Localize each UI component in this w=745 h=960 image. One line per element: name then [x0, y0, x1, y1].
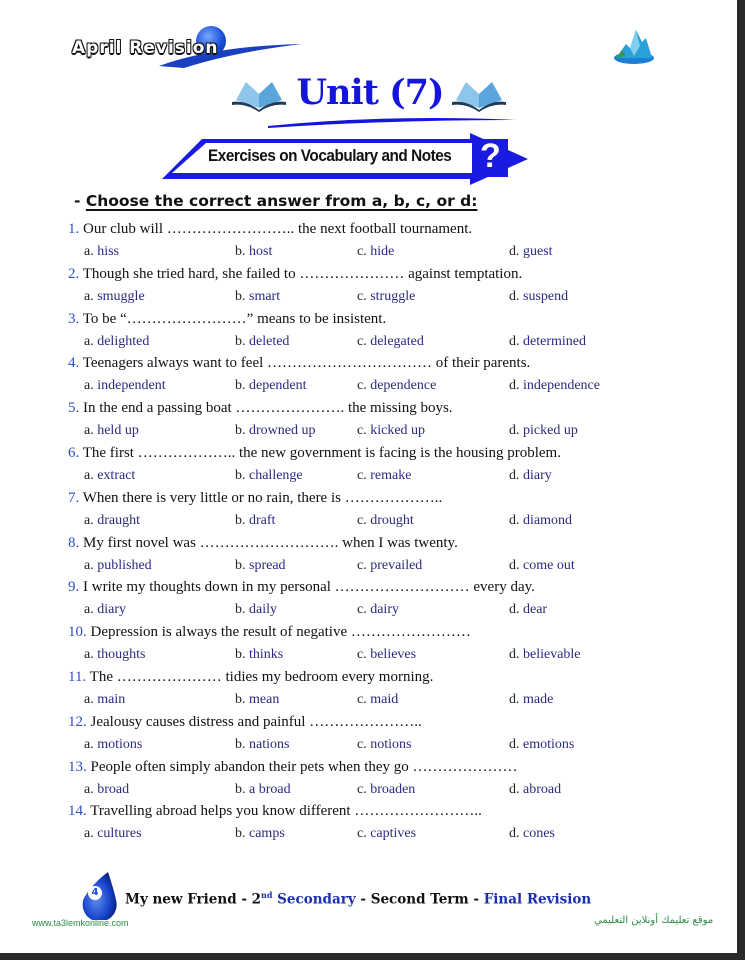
option-d[interactable] — [509, 289, 568, 305]
question-item — [68, 400, 688, 445]
question-stem — [68, 400, 453, 417]
footer-grade: Secondary — [272, 891, 356, 908]
option-letter: b. — [235, 467, 249, 483]
option-letter: d. — [509, 288, 523, 304]
option-d[interactable] — [509, 826, 555, 842]
question-stem — [68, 266, 522, 283]
option-letter: b. — [235, 647, 249, 663]
answer-options — [84, 737, 684, 757]
option-d[interactable] — [509, 692, 553, 708]
option-text: cultures — [97, 826, 142, 842]
option-letter: d. — [509, 378, 523, 394]
option-letter: c. — [357, 691, 371, 707]
option-b[interactable] — [235, 737, 289, 753]
option-letter: b. — [235, 244, 249, 259]
footer-title — [125, 890, 591, 908]
question-text: Depression is always the result of negative …………………… — [86, 624, 471, 641]
option-letter: a. — [84, 691, 98, 707]
option-b[interactable] — [235, 782, 291, 798]
question-text: To be “……………………” means to be insistent. — [79, 310, 387, 327]
option-a[interactable] — [84, 513, 140, 529]
question-number: 14. — [68, 803, 87, 820]
option-a[interactable] — [84, 692, 125, 708]
option-text: challenge — [249, 467, 303, 483]
option-text: broaden — [370, 781, 416, 797]
option-c[interactable] — [357, 423, 425, 439]
option-letter: b. — [235, 736, 249, 752]
option-text: spread — [249, 557, 286, 573]
option-text: deleted — [249, 333, 290, 349]
answer-options — [84, 782, 684, 802]
option-text: prevailed — [370, 557, 423, 573]
option-text: nations — [249, 736, 290, 752]
option-c[interactable] — [357, 244, 394, 260]
option-text: motions — [97, 736, 143, 752]
option-text: made — [523, 691, 554, 707]
question-item — [68, 714, 688, 759]
option-a[interactable] — [84, 244, 119, 260]
option-text: cones — [523, 826, 555, 842]
question-mark-icon: ? — [480, 137, 501, 175]
option-text: kicked up — [370, 423, 426, 439]
option-b[interactable] — [235, 692, 279, 708]
question-number: 3. — [68, 310, 80, 327]
option-text: believable — [523, 647, 581, 663]
option-text: hiss — [97, 244, 120, 259]
option-a[interactable] — [84, 826, 142, 842]
option-b[interactable] — [235, 558, 286, 574]
question-item — [68, 624, 688, 669]
option-letter: c. — [357, 378, 371, 394]
option-letter: c. — [357, 557, 371, 573]
option-text: abroad — [523, 781, 562, 797]
answer-options — [84, 334, 684, 354]
option-letter: a. — [84, 244, 98, 259]
option-letter: d. — [509, 781, 523, 797]
question-item — [68, 445, 688, 490]
option-c[interactable] — [357, 602, 399, 618]
option-letter: b. — [235, 691, 249, 707]
mountain-logo-icon — [612, 26, 656, 66]
option-text: believes — [370, 647, 417, 663]
question-number: 6. — [68, 444, 80, 461]
option-letter: a. — [84, 602, 98, 618]
option-d[interactable] — [509, 513, 572, 529]
option-text: daily — [249, 602, 277, 618]
option-letter: a. — [84, 781, 98, 797]
option-letter: c. — [357, 826, 371, 842]
question-stem — [68, 355, 530, 372]
option-c[interactable] — [357, 737, 411, 753]
option-letter: c. — [357, 512, 371, 528]
question-number: 4. — [68, 355, 80, 372]
option-text: extract — [97, 467, 136, 483]
footer-revision: Final Revision — [483, 891, 592, 908]
question-text: The first ……………….. the new government is facing is the housing problem. — [79, 444, 561, 461]
question-text: In the end a passing boat …………………. the missing boys. — [79, 400, 453, 417]
option-letter: c. — [357, 423, 371, 439]
option-letter: b. — [235, 781, 249, 797]
option-d[interactable] — [509, 737, 574, 753]
option-letter: b. — [235, 423, 249, 439]
option-letter: c. — [357, 736, 371, 752]
option-letter: d. — [509, 423, 523, 439]
footer-ordinal: nd — [261, 890, 273, 900]
option-text: emotions — [523, 736, 575, 752]
answer-options — [84, 289, 684, 309]
option-letter: c. — [357, 288, 371, 304]
question-item — [68, 355, 688, 400]
option-c[interactable] — [357, 378, 436, 394]
option-text: held up — [97, 423, 139, 439]
option-text: smuggle — [97, 288, 145, 304]
option-a[interactable] — [84, 423, 139, 439]
option-text: draft — [249, 512, 276, 528]
option-letter: d. — [509, 602, 523, 618]
option-letter: d. — [509, 512, 523, 528]
option-b[interactable] — [235, 513, 275, 529]
option-d[interactable] — [509, 244, 553, 260]
page-number: 4 — [88, 886, 102, 900]
option-text: captives — [370, 826, 417, 842]
question-text: I write my thoughts down in my personal ……………………… every day. — [79, 579, 535, 596]
option-text: diary — [97, 602, 126, 618]
option-text: host — [249, 244, 273, 259]
option-letter: c. — [357, 244, 371, 259]
option-a[interactable] — [84, 378, 166, 394]
option-text: published — [97, 557, 152, 573]
option-letter: a. — [84, 826, 98, 842]
option-letter: d. — [509, 244, 523, 259]
option-letter: d. — [509, 691, 523, 707]
option-text: thinks — [249, 647, 284, 663]
option-letter: a. — [84, 557, 98, 573]
option-d[interactable] — [509, 378, 600, 394]
option-c[interactable] — [357, 692, 398, 708]
option-text: determined — [523, 333, 586, 349]
option-c[interactable] — [357, 468, 411, 484]
option-letter: b. — [235, 557, 249, 573]
question-text: Our club will …………………….. the next football tournament. — [79, 221, 473, 237]
answer-options — [84, 647, 684, 667]
question-number: 9. — [68, 579, 80, 596]
option-b[interactable] — [235, 423, 316, 439]
option-text: guest — [523, 244, 553, 259]
question-text: Though she tried hard, she failed to ………………… against temptation. — [79, 265, 523, 282]
option-c[interactable] — [357, 782, 415, 798]
question-stem — [68, 759, 518, 776]
option-b[interactable] — [235, 378, 307, 394]
answer-options — [84, 513, 684, 533]
option-text: dairy — [370, 602, 399, 618]
option-b[interactable] — [235, 334, 289, 350]
open-book-icon — [230, 78, 288, 112]
option-letter: b. — [235, 333, 249, 349]
question-item — [68, 490, 688, 535]
answer-options — [84, 692, 684, 712]
option-letter: a. — [84, 512, 98, 528]
question-text: Teenagers always want to feel …………………………… of their parents. — [79, 355, 531, 372]
option-d[interactable] — [509, 423, 578, 439]
option-c[interactable] — [357, 513, 414, 529]
option-text: picked up — [523, 423, 578, 439]
option-text: notions — [370, 736, 412, 752]
instruction-bullet: - — [74, 192, 86, 210]
answer-options — [84, 558, 684, 578]
option-letter: b. — [235, 826, 249, 842]
option-text: dependent — [249, 378, 307, 394]
question-item — [68, 221, 688, 266]
answer-options — [84, 468, 684, 488]
option-c[interactable] — [357, 334, 424, 350]
option-letter: b. — [235, 512, 249, 528]
option-letter: a. — [84, 467, 98, 483]
option-a[interactable] — [84, 602, 126, 618]
option-a[interactable] — [84, 558, 152, 574]
question-text: Jealousy causes distress and painful ………………….. — [86, 713, 422, 730]
option-d[interactable] — [509, 558, 575, 574]
question-item — [68, 669, 688, 714]
option-b[interactable] — [235, 244, 272, 260]
answer-options — [84, 826, 684, 846]
footer-term: - Second Term - — [355, 891, 484, 908]
question-item — [68, 803, 688, 848]
option-letter: b. — [235, 602, 249, 618]
answer-options — [84, 244, 684, 264]
option-letter: d. — [509, 467, 523, 483]
option-letter: b. — [235, 288, 249, 304]
option-letter: d. — [509, 647, 523, 663]
option-a[interactable] — [84, 782, 129, 798]
brand-label: April Revision — [72, 38, 219, 58]
question-text: My first novel was ………………………. when I was twenty. — [79, 534, 458, 551]
question-text: When there is very little or no rain, there is ……………….. — [79, 489, 443, 506]
option-b[interactable] — [235, 602, 277, 618]
website-arabic-label: موقع تعليمك أونلاين التعليمي — [594, 915, 714, 926]
option-letter: d. — [509, 826, 523, 842]
option-text: drought — [370, 512, 414, 528]
question-number: 5. — [68, 400, 80, 417]
option-text: dependence — [370, 378, 437, 394]
option-letter: c. — [357, 602, 371, 618]
option-text: drowned up — [249, 423, 316, 439]
question-item — [68, 266, 688, 311]
unit-title: Unit (7) — [296, 72, 444, 113]
answer-options — [84, 378, 684, 398]
option-text: independent — [97, 378, 166, 394]
option-a[interactable] — [84, 468, 135, 484]
option-text: dear — [523, 602, 548, 618]
option-letter: d. — [509, 557, 523, 573]
question-number: 10. — [68, 624, 87, 641]
question-text: People often simply abandon their pets when they go ………………… — [86, 758, 518, 775]
option-c[interactable] — [357, 647, 416, 663]
open-book-icon — [450, 78, 508, 112]
instruction-text: Choose the correct answer from a, b, c, or d: — [85, 192, 478, 210]
option-text: remake — [370, 467, 412, 483]
option-text: delighted — [97, 333, 150, 349]
question-item — [68, 759, 688, 804]
question-number: 13. — [68, 758, 87, 775]
question-number: 8. — [68, 534, 80, 551]
question-stem — [68, 579, 535, 596]
footer-series: My new Friend - 2 — [125, 891, 262, 908]
question-stem — [68, 445, 561, 462]
option-letter: b. — [235, 378, 249, 394]
banner-title: Exercises on Vocabulary and Notes — [208, 146, 452, 165]
option-text: broad — [97, 781, 130, 797]
option-text: suspend — [523, 288, 569, 304]
question-number: 2. — [68, 265, 80, 282]
option-c[interactable] — [357, 558, 422, 574]
question-number: 11. — [68, 668, 87, 685]
answer-options — [84, 602, 684, 622]
option-letter: c. — [357, 781, 371, 797]
option-letter: d. — [509, 736, 523, 752]
option-text: draught — [97, 512, 140, 528]
option-text: camps — [249, 826, 285, 842]
question-stem — [68, 669, 433, 686]
option-text: delegated — [370, 333, 424, 349]
title-underline — [268, 116, 518, 128]
option-d[interactable] — [509, 782, 561, 798]
option-b[interactable] — [235, 647, 283, 663]
question-number: 1. — [68, 221, 80, 237]
option-text: maid — [370, 691, 399, 707]
option-a[interactable] — [84, 334, 149, 350]
question-item — [68, 579, 688, 624]
option-text: mean — [249, 691, 280, 707]
question-item — [68, 311, 688, 356]
april-revision-logo — [72, 24, 297, 70]
question-stem — [68, 311, 386, 328]
option-d[interactable] — [509, 334, 586, 350]
option-d[interactable] — [509, 647, 581, 663]
option-d[interactable] — [509, 468, 552, 484]
option-d[interactable] — [509, 602, 547, 618]
option-c[interactable] — [357, 289, 415, 305]
option-letter: a. — [84, 288, 98, 304]
option-text: a broad — [249, 781, 291, 797]
option-b[interactable] — [235, 289, 280, 305]
question-number: 12. — [68, 713, 87, 730]
option-text: diary — [523, 467, 552, 483]
option-a[interactable] — [84, 737, 142, 753]
question-number: 7. — [68, 489, 80, 506]
instruction-heading — [74, 192, 477, 210]
answer-options — [84, 423, 684, 443]
option-letter: c. — [357, 333, 371, 349]
question-stem — [68, 803, 482, 820]
question-stem — [68, 714, 422, 731]
option-text: main — [97, 691, 126, 707]
option-letter: d. — [509, 333, 523, 349]
question-stem — [68, 535, 458, 552]
option-text: smart — [249, 288, 281, 304]
question-stem — [68, 490, 442, 507]
option-letter: a. — [84, 378, 98, 394]
option-letter: a. — [84, 423, 98, 439]
website-link[interactable]: www.ta3lemkonline.com — [32, 918, 129, 928]
option-a[interactable] — [84, 289, 145, 305]
option-letter: c. — [357, 647, 371, 663]
question-stem — [68, 221, 472, 238]
option-a[interactable] — [84, 647, 145, 663]
option-text: come out — [523, 557, 575, 573]
option-text: diamond — [523, 512, 572, 528]
option-text: struggle — [370, 288, 416, 304]
option-letter: c. — [357, 467, 371, 483]
section-banner — [160, 133, 530, 185]
option-letter: a. — [84, 736, 98, 752]
question-list — [68, 221, 688, 848]
option-text: independence — [523, 378, 600, 394]
option-letter: a. — [84, 333, 98, 349]
option-letter: a. — [84, 647, 98, 663]
option-text: hide — [370, 244, 395, 259]
option-text: thoughts — [97, 647, 146, 663]
option-b[interactable] — [235, 468, 303, 484]
option-b[interactable] — [235, 826, 285, 842]
option-c[interactable] — [357, 826, 416, 842]
unit-heading — [228, 70, 518, 130]
question-text: Travelling abroad helps you know different …………………….. — [86, 803, 482, 820]
question-stem — [68, 624, 471, 641]
question-item — [68, 535, 688, 580]
question-text: The ………………… tidies my bedroom every morning. — [86, 668, 434, 685]
